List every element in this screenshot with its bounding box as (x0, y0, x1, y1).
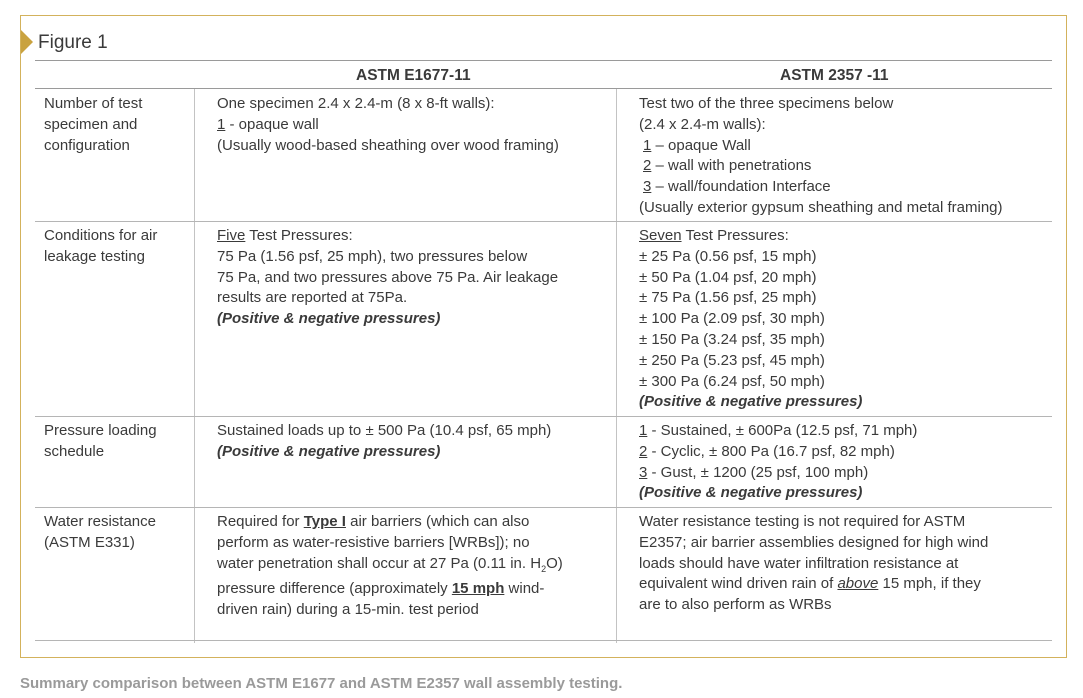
cell-text: O) (546, 554, 563, 572)
cell-text: Test Pressures: (681, 227, 789, 244)
cell-line: perform as water-resistive barriers [WRBs]); no (217, 533, 530, 551)
underlined-word: Five (217, 227, 246, 244)
item-text: – wall/foundation Interface (651, 178, 831, 196)
row-label-line: leakage testing (44, 247, 145, 265)
cell-e2357-water-resistance (639, 512, 988, 616)
cell-text: water penetration shall occur at 27 Pa (0.11 in. H (217, 554, 542, 572)
row-label-line: Water resistance (44, 513, 156, 530)
column-divider (616, 89, 617, 643)
cell-line: (2.4 x 2.4-m walls): (639, 115, 766, 133)
cell-e2357-specimens (639, 94, 1003, 219)
item-number: 1 (217, 115, 226, 133)
pressure-item: ± 75 Pa (1.56 psf, 25 mph) (639, 289, 817, 307)
cell-text: 15 mph, if they (878, 575, 981, 593)
pressure-item: ± 150 Pa (3.24 psf, 35 mph) (639, 330, 825, 348)
pressure-item: ± 25 Pa (0.56 psf, 15 mph) (639, 247, 817, 265)
row-label-line: schedule (44, 442, 105, 460)
pressure-item: ± 100 Pa (2.09 psf, 30 mph) (639, 310, 825, 328)
item-text: - Sustained, ± 600Pa (12.5 psf, 71 mph) (647, 422, 918, 439)
cell-line (639, 442, 917, 463)
cell-line: results are reported at 75Pa. (217, 289, 408, 307)
pressure-note: (Positive & negative pressures) (639, 393, 863, 411)
item-number: 3 (643, 178, 652, 196)
cell-text: wind- (504, 580, 545, 598)
cell-e1677-water-resistance (217, 512, 563, 621)
cell-line (639, 177, 1003, 198)
cell-line: 75 Pa (1.56 psf, 25 mph), two pressures below (217, 247, 528, 265)
row-label-loading-schedule (44, 421, 157, 463)
subscript: 2 (541, 563, 547, 574)
cell-line: One specimen 2.4 x 2.4-m (8 x 8-ft walls): (217, 95, 495, 112)
item-number: 3 (639, 463, 648, 481)
item-text: - opaque wall (225, 115, 319, 133)
cell-line: (Usually exterior gypsum sheathing and metal framing) (639, 198, 1003, 216)
row-label-line: Conditions for air (44, 227, 158, 244)
cell-line: Water resistance testing is not required for ASTM (639, 513, 966, 530)
cell-text: air barriers (which can also (345, 513, 530, 530)
cell-line (217, 512, 563, 533)
cell-text: Required for (217, 513, 304, 530)
figure-title: Figure 1 (38, 32, 108, 53)
row-label-line: Number of test (44, 95, 143, 112)
row-separator (35, 507, 1052, 508)
cell-line: loads should have water infiltration resistance at (639, 554, 959, 572)
figure-caption: Summary comparison between ASTM E1677 and ASTM E2357 wall assembly testing. (20, 675, 623, 692)
column-divider (194, 89, 195, 643)
row-separator (35, 221, 1052, 222)
column-header-e1677: ASTM E1677-11 (356, 67, 471, 84)
cell-line: 75 Pa, and two pressures above 75 Pa. Air leakage (217, 268, 559, 286)
row-label-line: specimen and (44, 115, 138, 133)
item-text: – opaque Wall (651, 136, 751, 154)
cell-line (217, 579, 563, 600)
cell-e1677-specimens (217, 94, 559, 156)
header-bottom-rule (35, 88, 1052, 89)
underlined-word: Seven (639, 227, 682, 244)
pressure-note: (Positive & negative pressures) (217, 442, 441, 460)
emphasis-text: Type I (303, 513, 346, 530)
pressure-item: ± 250 Pa (5.23 psf, 45 mph) (639, 351, 825, 369)
cell-line (639, 136, 1003, 157)
figure-marker-icon (21, 30, 33, 54)
cell-e2357-air-leakage (639, 226, 862, 413)
item-text: – wall with penetrations (651, 157, 812, 175)
row-label-line: Pressure loading (44, 422, 157, 439)
pressure-note: (Positive & negative pressures) (639, 484, 863, 502)
cell-line (217, 226, 558, 247)
item-number: 1 (639, 422, 648, 439)
cell-line: Test two of the three specimens below (639, 95, 894, 112)
cell-line: Sustained loads up to ± 500 Pa (10.4 psf, 65 mph) (217, 422, 552, 439)
cell-e2357-loading-schedule (639, 421, 917, 504)
pressure-note: (Positive & negative pressures) (217, 310, 441, 328)
emphasis-text: above (837, 575, 879, 593)
figure-frame (20, 15, 1067, 658)
item-number: 2 (643, 157, 652, 175)
cell-line (639, 574, 988, 595)
row-label-line: (ASTM E331) (44, 533, 135, 551)
cell-line (639, 463, 917, 484)
item-number: 2 (639, 442, 648, 460)
row-label-water-resistance (44, 512, 156, 554)
cell-text: equivalent wind driven rain of (639, 575, 838, 593)
cell-e1677-loading-schedule (217, 421, 551, 463)
table-top-rule (35, 60, 1052, 61)
row-label-line: configuration (44, 136, 130, 154)
cell-line: (Usually wood-based sheathing over wood framing) (217, 136, 559, 154)
item-text: - Gust, ± 1200 (25 psf, 100 mph) (647, 463, 869, 481)
cell-e1677-air-leakage (217, 226, 558, 330)
row-label-air-leakage (44, 226, 157, 268)
cell-line (217, 115, 559, 136)
emphasis-text: 15 mph (451, 580, 505, 598)
pressure-item: ± 50 Pa (1.04 psf, 20 mph) (639, 268, 817, 286)
pressure-item: ± 300 Pa (6.24 psf, 50 mph) (639, 372, 825, 390)
row-separator (35, 416, 1052, 417)
cell-line (639, 226, 862, 247)
cell-text: pressure difference (approximately (217, 580, 452, 598)
column-header-e2357: ASTM 2357 -11 (780, 67, 889, 84)
table-bottom-rule (35, 640, 1052, 641)
item-number: 1 (643, 136, 652, 154)
cell-line: driven rain) during a 15-min. test period (217, 601, 479, 619)
cell-text: Test Pressures: (245, 227, 353, 244)
cell-line: are to also perform as WRBs (639, 596, 832, 614)
item-text: - Cyclic, ± 800 Pa (16.7 psf, 82 mph) (647, 442, 895, 460)
cell-line: E2357; air barrier assemblies designed for high wind (639, 533, 989, 551)
cell-line (217, 554, 563, 580)
cell-line (639, 421, 917, 442)
row-label-specimens (44, 94, 142, 156)
cell-line (639, 156, 1003, 177)
